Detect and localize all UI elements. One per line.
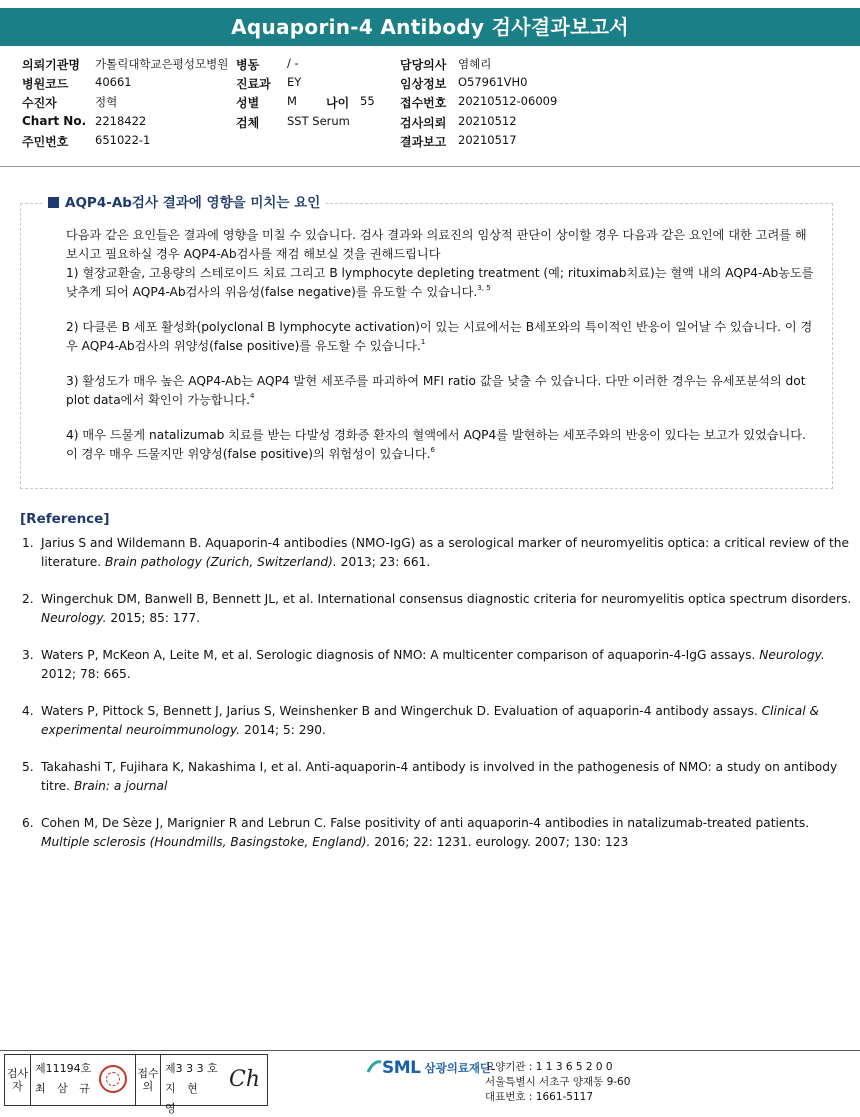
sex-label: 성별: [236, 96, 260, 110]
reference-item: 3. Waters P, McKeon A, Leite M, et al. Serologic diagnosis of NMO: A multicenter comparison of aquaporin-4-IgG assays. Neurology. 2012; 78: 665.: [22, 648, 825, 681]
chart-label: Chart No.: [22, 114, 87, 128]
confirmer-number: 제3 3 3 호: [165, 1062, 218, 1075]
confirmer-cell: [161, 1055, 223, 1115]
signature-box: [4, 1054, 268, 1115]
confirmer-name: 지 현 영: [165, 1082, 202, 1115]
inspector-cell: [31, 1055, 95, 1105]
reference-list: [22, 534, 856, 870]
logo-swoosh-icon: [366, 1058, 382, 1078]
org-address: 서울특별시 서초구 양재동 9-60: [485, 1076, 631, 1088]
factor-item: 3) 활성도가 매우 높은 AQP4-Ab는 AQP4 발현 세포주를 파괴하여 MFI ratio 값을 낮출 수 있습니다. 다만 이러한 경우는 유세포분석의 dot plot data에서 확인이 가능합니다.$^4$: [66, 374, 806, 407]
clinical-label: 임상정보: [400, 77, 447, 91]
rrn-value: 651022-1: [95, 133, 151, 147]
hospital-code-value: 40661: [95, 75, 132, 89]
report-title: Aquaporin-4 Antibody 검사결과보고서: [0, 8, 860, 46]
ward-label: 병동: [236, 58, 260, 72]
foundation-name: 삼광의료재단: [424, 1061, 492, 1075]
request-label: 검사의뢰: [400, 116, 447, 130]
inspector-number: 제11194호: [35, 1062, 92, 1075]
specimen-label: 검체: [236, 116, 260, 130]
dept-value: EY: [287, 75, 302, 89]
org-phone: 대표번호 : 1661-5117: [485, 1091, 594, 1103]
logo-text: SML: [382, 1058, 421, 1078]
receipt-value: 20210512-06009: [458, 94, 558, 108]
institution-value: 가톨릭대학교은평성모병원: [95, 57, 229, 71]
reference-item: 1. Jarius S and Wildemann B. Aquaporin-4 antibodies (NMO-IgG) as a serological marker of neuromyelitis optica: a critical review of the literature. Brain pathology (Zurich, Switzerland). 2013; 23: 661.: [22, 536, 849, 569]
inspector-name: 최 삼 규: [35, 1082, 94, 1095]
doctor-label: 담당의사: [400, 58, 447, 72]
seal-stamp-icon: [99, 1065, 127, 1093]
factors-title: AQP4-Ab검사 결과에 영향을 미치는 요인: [65, 195, 321, 211]
citation: 4: [250, 392, 255, 400]
factor-item: 4) 매우 드물게 natalizumab 치료를 받는 다발성 경화증 환자의 혈액에서 AQP4를 발현하는 세포주와의 반응이 있다는 보고가 있었습니다. 이 경우 매우 드물지만 위양성(false positive)의 위험성이 있습니다.$^6$: [66, 428, 806, 461]
factor-item: 2) 다클론 B 세포 활성화(polyclonal B lymphocyte activation)이 있는 시료에서는 B세포와의 특이적인 반응이 일어날 수 있습니다. 이 경우 AQP4-Ab검사의 위양성(false positive)를 유도할 수 있습니다.$^1$: [66, 320, 813, 353]
confirmer-label: 접수의: [135, 1055, 161, 1105]
report-date-value: 20210517: [458, 133, 517, 147]
reference-item: 5. Takahashi T, Fujihara K, Nakashima I, et al. Anti-aquaporin-4 antibody is involved in the pathogenesis of NMO: a study on antibody titre. Brain: a journal: [22, 760, 838, 793]
org-code: 요양기관 : 1 1 3 6 5 2 0 0: [485, 1061, 613, 1073]
receipt-label: 접수번호: [400, 96, 447, 110]
age-label: 나이: [326, 96, 350, 110]
org-info: [485, 1060, 630, 1105]
signature: Ch: [229, 1067, 261, 1092]
factors-body: [66, 226, 816, 464]
patient-label: 수진자: [22, 96, 57, 110]
specimen-value: SST Serum: [287, 114, 350, 128]
citation: 6: [430, 446, 436, 454]
footer-divider: [0, 1050, 860, 1051]
clinical-value: O57961VH0: [458, 75, 528, 89]
age-value: 55: [360, 94, 375, 108]
report-date-label: 결과보고: [400, 135, 447, 149]
square-bullet-icon: [48, 197, 59, 208]
citation: 1: [420, 338, 426, 346]
dept-label: 진료과: [236, 77, 271, 91]
chart-value: 2218422: [95, 114, 147, 128]
seal-cell: [95, 1055, 135, 1105]
divider: [0, 166, 860, 167]
reference-heading: [Reference]: [20, 511, 110, 527]
hospital-code-label: 병원코드: [22, 77, 69, 91]
sex-value: M: [287, 94, 297, 108]
factor-item: 1) 혈장교환술, 고용량의 스테로이드 치료 그리고 B lymphocyte depleting treatment (예; rituximab치료)는 혈액 내의 AQP4-Ab농도를 낮추게 되어 AQP4-Ab검사의 위음성(false negative)를 유도할 수 있습니다.$^{3, 5}$: [66, 266, 814, 299]
citation: 3, 5: [477, 284, 491, 292]
inspector-label: 검사자: [5, 1055, 31, 1105]
rrn-label: 주민번호: [22, 135, 69, 149]
institution-label: 의뢰기관명: [22, 58, 80, 72]
doctor-value: 염혜리: [458, 57, 492, 71]
reference-item: 6. Cohen M, De Sèze J, Marignier R and Lebrun C. False positivity of anti aquaporin-4 antibodies in natalizumab-treated patients. Multiple sclerosis (Houndmills, Basingstoke, England). 2016; 22: 1231. eurology. 2007; 130: 123: [22, 816, 810, 849]
factors-heading: [42, 191, 326, 211]
ward-value: / -: [287, 56, 299, 70]
patient-info: [0, 54, 860, 166]
reference-item: 4. Waters P, Pittock S, Bennett J, Jarius S, Weinshenker B and Wingerchuk D. Evaluation of aquaporin-4 antibody assays. Clinical & experimental neuroimmunology. 2014; 5: 290.: [22, 704, 819, 737]
sml-logo: [366, 1058, 491, 1078]
patient-value: 정혁: [95, 95, 118, 109]
reference-item: 2. Wingerchuk DM, Banwell B, Bennett JL, et al. International consensus diagnostic criteria for neuromyelitis optica spectrum disorders. Neurology. 2015; 85: 177.: [22, 592, 852, 625]
factors-intro: 다음과 같은 요인들은 결과에 영향을 미칠 수 있습니다. 검사 결과와 의료진의 임상적 판단이 상이할 경우 다음과 같은 요인에 대한 고려를 해 보시고 필요하실 경우 AQP4-Ab검사를 재검 해보실 것을 권해드립니다: [66, 228, 807, 261]
request-value: 20210512: [458, 114, 517, 128]
